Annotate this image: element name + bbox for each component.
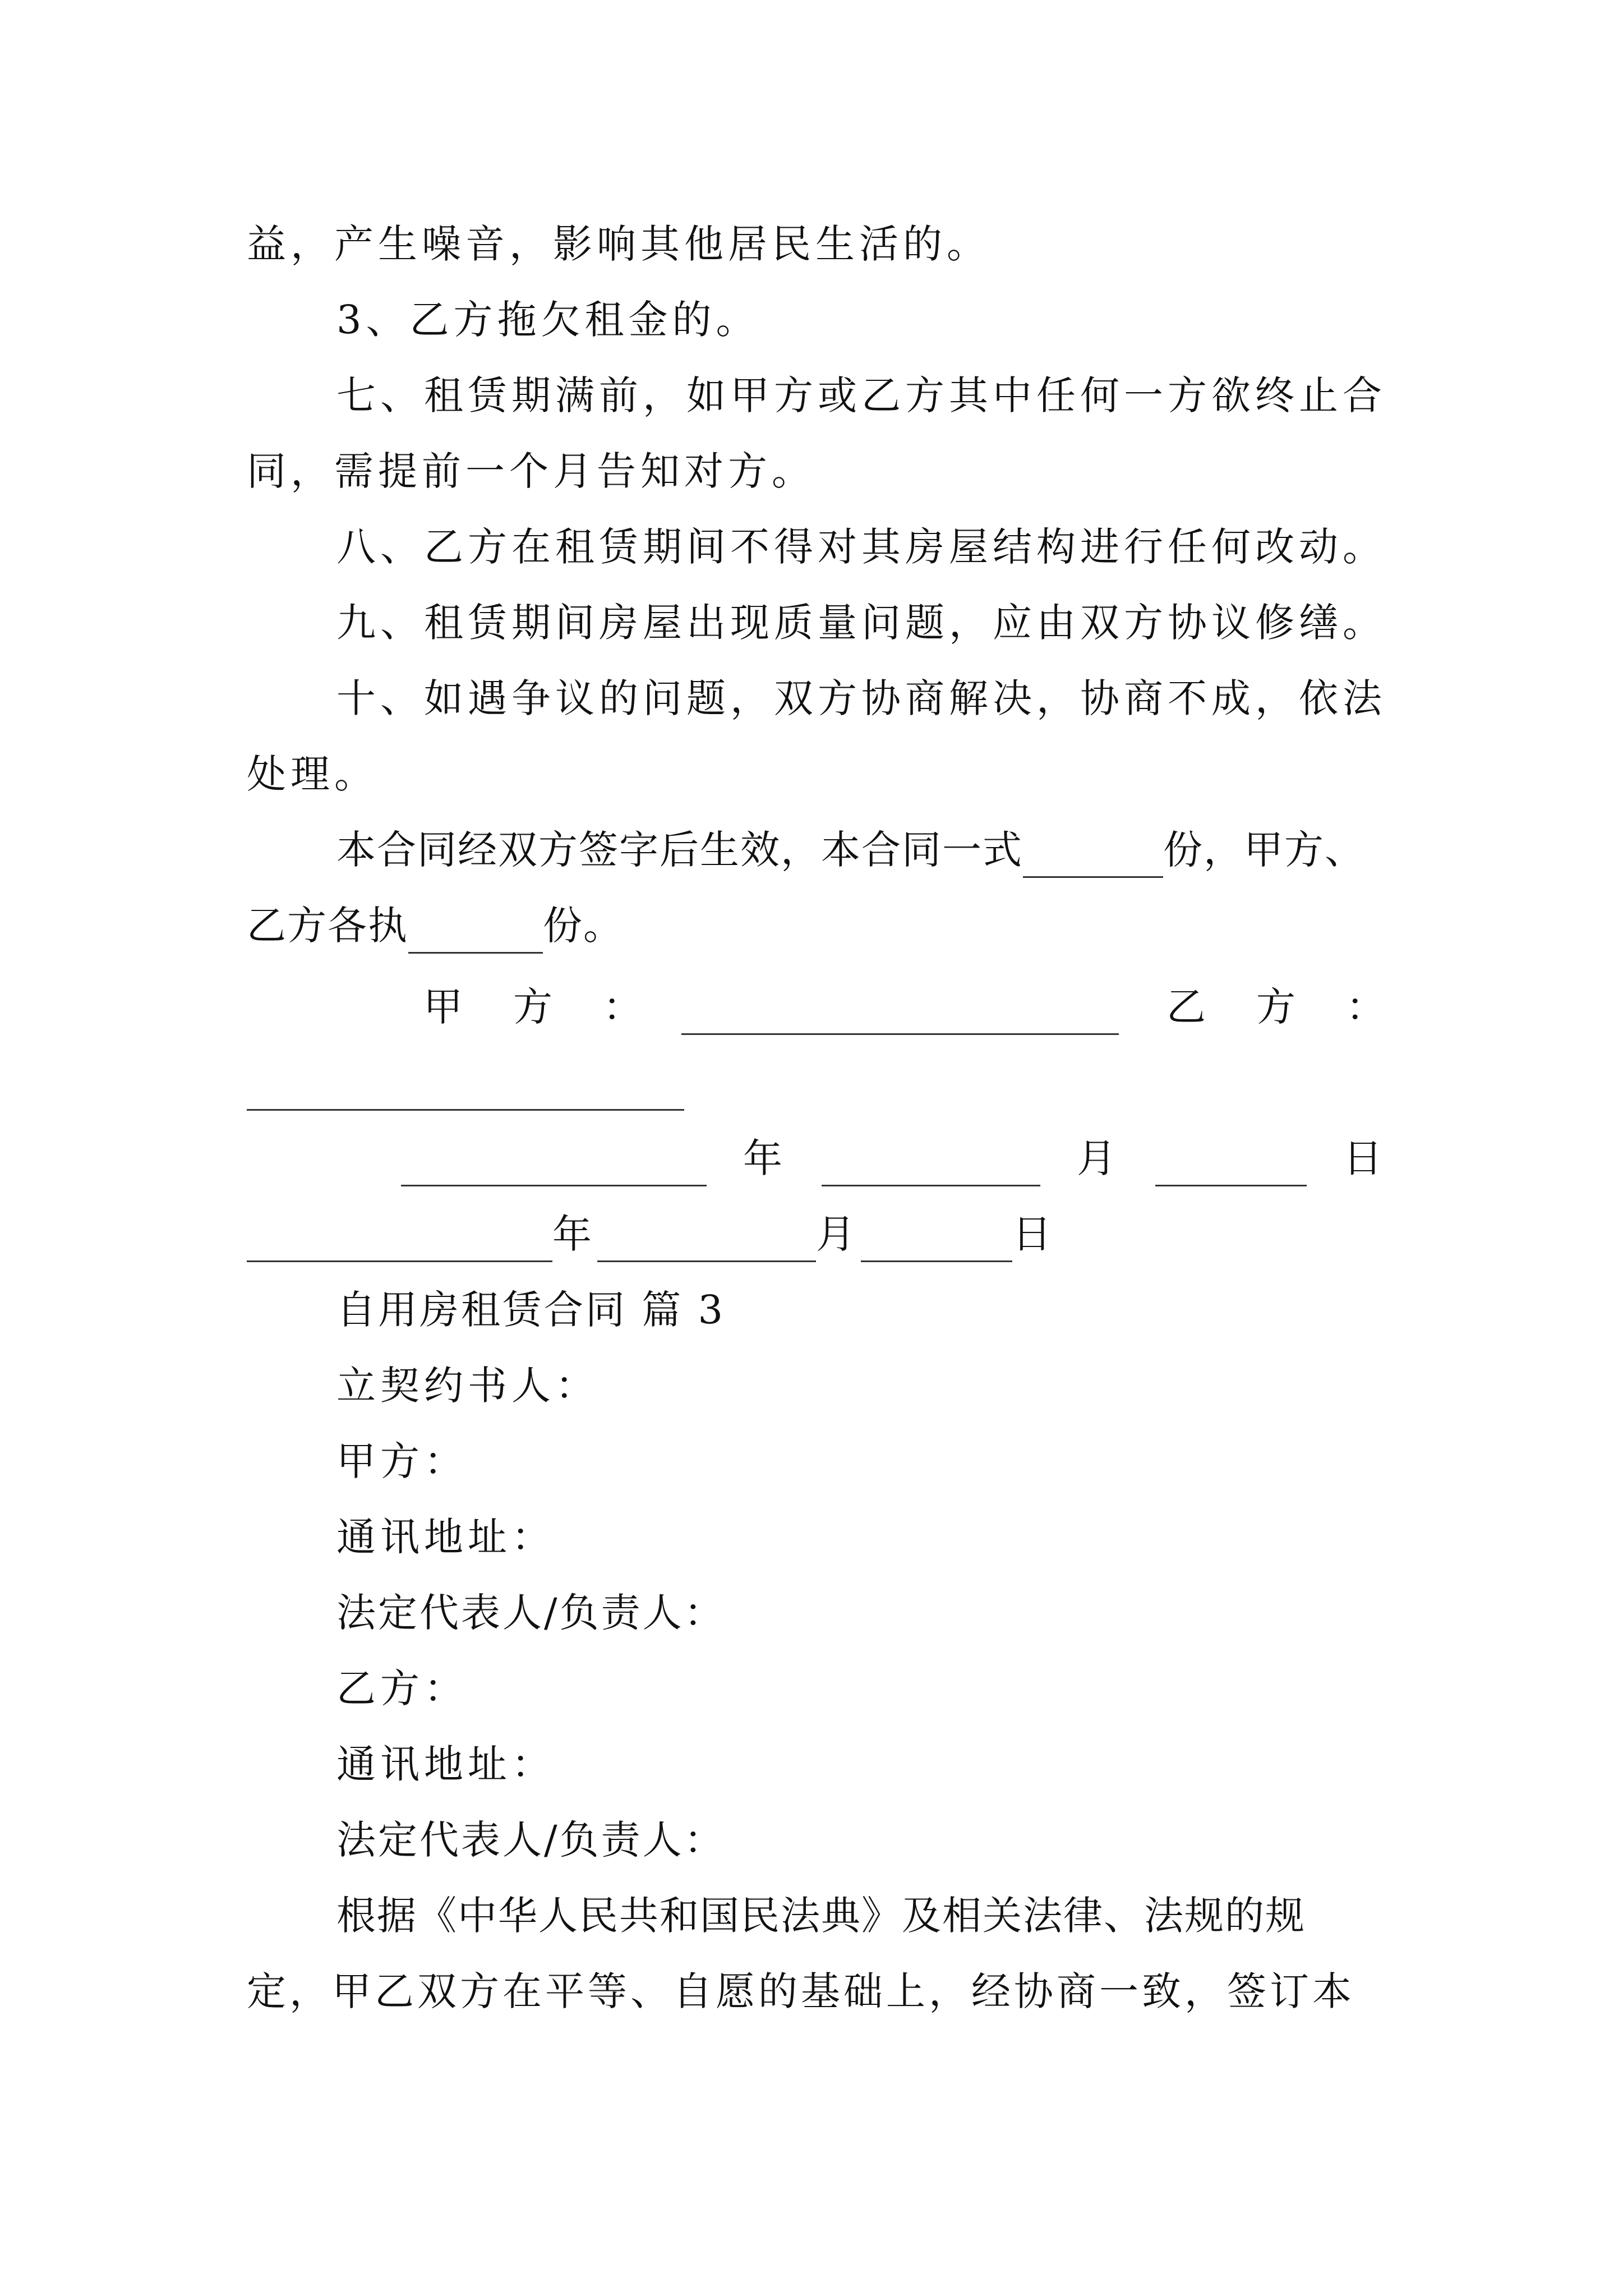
- copies-text: 本合同经双方签字后生效，本合同一式: [336, 827, 1023, 873]
- party-a-field: 甲方：: [336, 1438, 468, 1484]
- copies-each-line: [247, 898, 624, 954]
- copies-blank: [1023, 837, 1163, 878]
- party-b-label: 乙 方 ：: [1166, 984, 1391, 1030]
- copies-each-text: 乙方各执: [247, 903, 408, 949]
- section-title: 自用房租赁合同 篇 3: [336, 1287, 726, 1333]
- year-label-b: 年: [552, 1211, 592, 1257]
- paragraph-line: 七、租赁期满前，如甲方或乙方其中任何一方欲终止合: [336, 372, 1386, 418]
- paragraph-line: 八、乙方在租赁期间不得对其房屋结构进行任何改动。: [336, 524, 1386, 570]
- party-a-blank: [681, 979, 1119, 1035]
- paragraph-line: 根据《中华人民共和国民法典》及相关法律、法规的规: [336, 1893, 1306, 1939]
- address-a-field: 通讯地址：: [336, 1514, 555, 1560]
- date-blank-year-b: [247, 1206, 552, 1262]
- month-label-a: 月: [1077, 1135, 1116, 1181]
- paragraph-line: 九、租赁期间房屋出现质量问题，应由双方协议修缮。: [336, 600, 1386, 646]
- paragraph-line: 定，甲乙双方在平等、自愿的基础上，经协商一致，签订本: [247, 1968, 1355, 2014]
- date-blank-month-b: [597, 1206, 816, 1262]
- copies-line: [336, 822, 1365, 878]
- paragraph-line: 益，产生噪音，影响其他居民生活的。: [247, 221, 990, 267]
- address-b-field: 通讯地址：: [336, 1741, 555, 1787]
- paragraph-line: 十、如遇争议的问题，双方协商解决，协商不成，依法: [336, 675, 1386, 721]
- party-a-label: 甲 方 ：: [423, 984, 648, 1030]
- copies-each-blank: [408, 913, 543, 954]
- day-label-a: 日: [1343, 1135, 1382, 1181]
- month-label-b: 月: [816, 1211, 855, 1257]
- copies-text-2: 份，甲方、: [1163, 827, 1365, 873]
- rep-b-field: 法定代表人/负责人：: [336, 1817, 726, 1863]
- date-blank-year-a: [401, 1130, 707, 1186]
- copies-each-text-2: 份。: [543, 903, 624, 949]
- paragraph-line: 同，需提前一个月告知对方。: [247, 448, 815, 494]
- rep-a-field: 法定代表人/负责人：: [336, 1590, 726, 1636]
- paragraph-line: 3、乙方拖欠租金的。: [336, 297, 760, 343]
- party-b-blank: [247, 1055, 684, 1111]
- date-blank-day-a: [1155, 1130, 1307, 1186]
- paragraph-line: 处理。: [247, 751, 378, 797]
- party-b-field: 乙方：: [336, 1665, 468, 1711]
- year-label-a: 年: [743, 1135, 782, 1181]
- signer-label: 立契约书人：: [336, 1363, 599, 1409]
- date-blank-day-b: [861, 1206, 1012, 1262]
- date-blank-month-a: [822, 1130, 1040, 1186]
- day-label-b: 日: [1012, 1211, 1052, 1257]
